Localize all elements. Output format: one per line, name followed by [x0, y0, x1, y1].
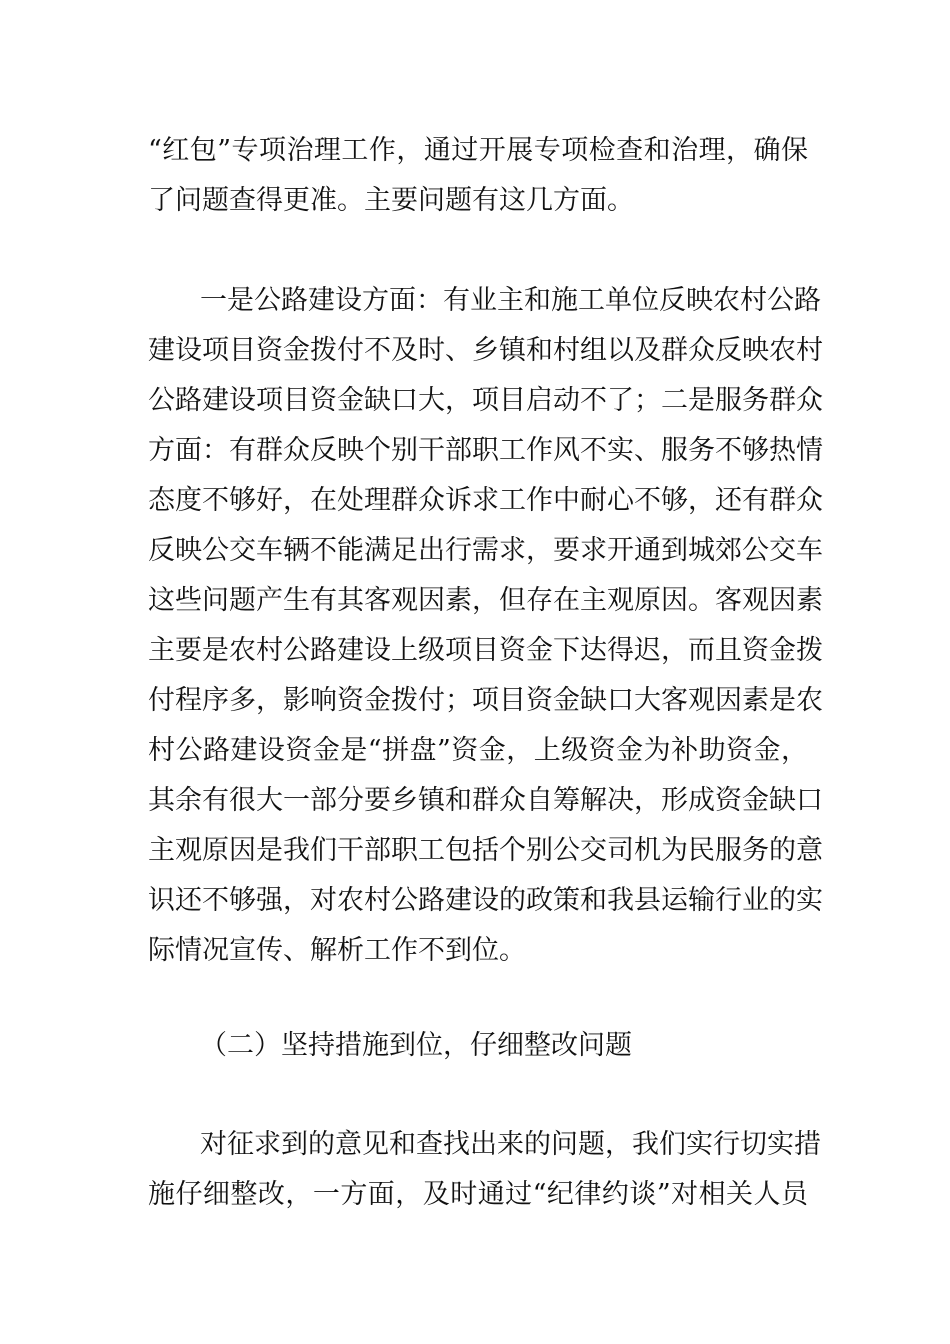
text-line: 这些问题产生有其客观因素，但存在主观原因。客观因素: [148, 585, 823, 616]
text-line: 村公路建设资金是“拼盘”资金，上级资金为补助资金，: [148, 735, 808, 766]
text-line: 公路建设项目资金缺口大，项目启动不了；二是服务群众: [148, 385, 823, 416]
text-line: “红包”专项治理工作，通过开展专项检查和治理，确保: [148, 135, 808, 166]
text-line: 付程序多，影响资金拨付；项目资金缺口大客观因素是农: [148, 685, 823, 716]
text-line: 态度不够好，在处理群众诉求工作中耐心不够，还有群众: [148, 485, 823, 516]
text-line: 一是公路建设方面：有业主和施工单位反映农村公路: [200, 285, 821, 316]
text-line: 识还不够强，对农村公路建设的政策和我县运输行业的实: [148, 885, 823, 916]
text-line: 际情况宣传、解析工作不到位。: [148, 935, 526, 966]
text-line: 了问题查得更准。主要问题有这几方面。: [148, 185, 634, 216]
text-line: 其余有很大一部分要乡镇和群众自筹解决，形成资金缺口: [148, 785, 823, 816]
text-line: 反映公交车辆不能满足出行需求，要求开通到城郊公交车: [148, 535, 823, 566]
text-line: 对征求到的意见和查找出来的问题，我们实行切实措: [200, 1129, 821, 1160]
text-line: 方面：有群众反映个别干部职工作风不实、服务不够热情: [148, 435, 823, 466]
text-line: 主观原因是我们干部职工包括个别公交司机为民服务的意: [148, 835, 823, 866]
text-line: 施仔细整改，一方面，及时通过“纪律约谈”对相关人员: [148, 1179, 808, 1210]
section-heading: （二）坚持措施到位，仔细整改问题: [200, 1030, 632, 1061]
text-line: 建设项目资金拨付不及时、乡镇和村组以及群众反映农村: [148, 335, 823, 366]
text-line: 主要是农村公路建设上级项目资金下达得迟，而且资金拨: [148, 635, 823, 666]
